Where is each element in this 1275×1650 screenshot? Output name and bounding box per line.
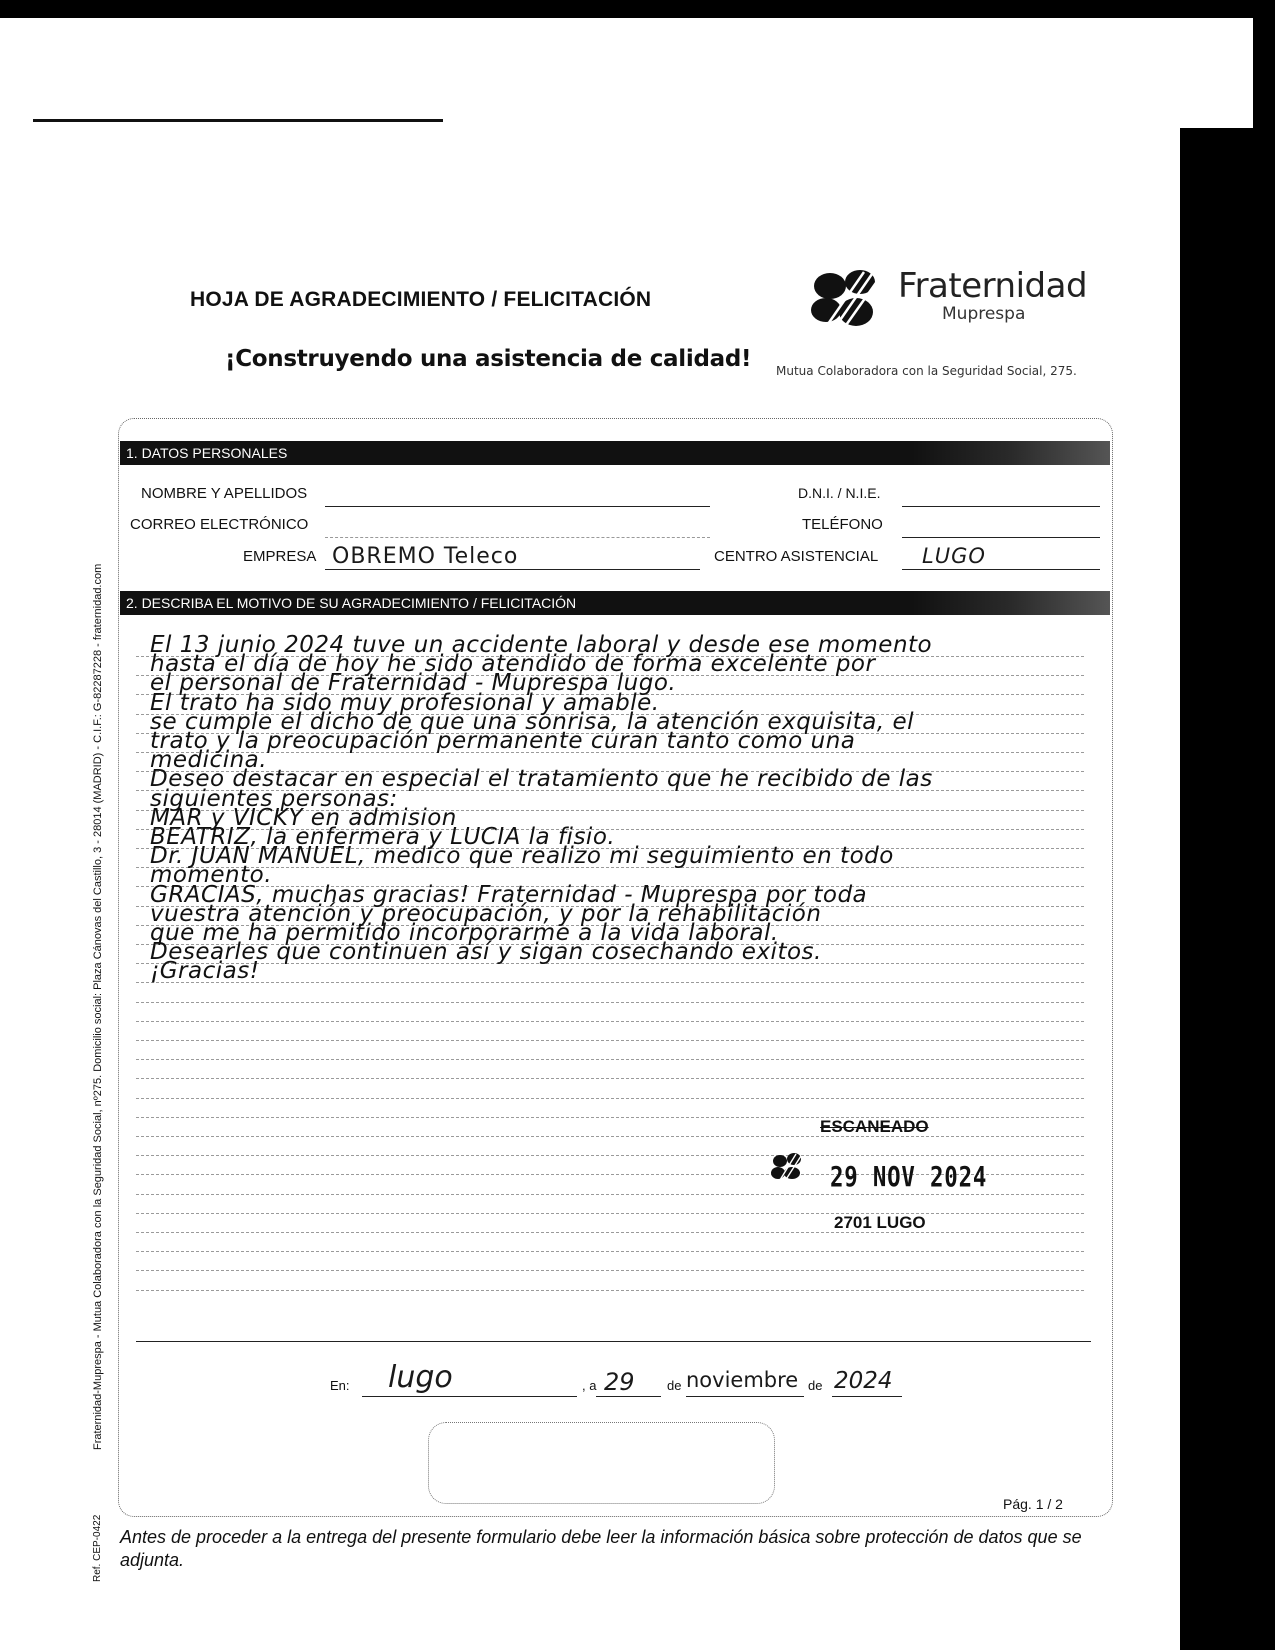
message-line: hasta el día de hoy he sido atendido de forma excelente por xyxy=(150,651,876,678)
phone-field[interactable] xyxy=(902,537,1100,538)
year-label: de xyxy=(808,1378,823,1393)
name-label: NOMBRE Y APELLIDOS xyxy=(141,485,308,502)
message-line: Desearles que continuen así y sigan cosechando exitos. xyxy=(150,939,822,966)
email-field[interactable] xyxy=(325,537,710,538)
ruled-line xyxy=(136,1040,1084,1041)
ruled-line xyxy=(136,1251,1084,1252)
day-label: , a xyxy=(582,1378,597,1393)
ruled-line xyxy=(136,982,1084,983)
company-field[interactable] xyxy=(325,569,700,570)
ruled-line xyxy=(136,1155,1084,1156)
ruled-line xyxy=(136,1021,1084,1022)
center-field[interactable] xyxy=(902,569,1100,570)
ruled-line xyxy=(136,1290,1084,1291)
side-reference: Ref. CEP-0422 xyxy=(92,1514,103,1582)
stamp-date: 29 NOV 2024 xyxy=(830,1160,988,1193)
side-legal-text: Fraternidad-Muprespa - Mutua Colaboradora con la Seguridad Social, nº275. Domicilio social: Plaza Cánovas del Castillo, 3 - 28014 (MADRID) - C.I.F.: G-82287228 - fraternidad.com xyxy=(92,563,104,1450)
stamp-scanned: ESCANEADO xyxy=(820,1117,929,1136)
scan-right-strip xyxy=(1253,0,1275,1650)
ruled-line xyxy=(136,1059,1084,1060)
message-end-line xyxy=(136,1341,1091,1342)
ruled-line xyxy=(136,1270,1084,1271)
page-number: Pág. 1 / 2 xyxy=(1003,1496,1063,1512)
section-2-heading: 2. DESCRIBA EL MOTIVO DE SU AGRADECIMIENTO / FELICITACIÓN xyxy=(120,591,1110,615)
stamp-logo-icon xyxy=(770,1152,806,1182)
message-line: GRACIAS, muchas gracias! Fraternidad - Muprespa por toda xyxy=(150,881,868,908)
center-value: LUGO xyxy=(922,544,986,568)
month-label: de xyxy=(667,1378,682,1393)
stamp-office: 2701 LUGO xyxy=(834,1213,926,1232)
day-field[interactable] xyxy=(596,1396,661,1397)
company-label: EMPRESA xyxy=(243,548,317,565)
month-field[interactable] xyxy=(686,1396,804,1397)
company-value: OBREMO Teleco xyxy=(332,544,519,569)
ruled-line xyxy=(136,1194,1084,1195)
footer-note: Antes de proceder a la entrega del presente formulario debe leer la información básica sobre protección de datos que se adjunta. xyxy=(120,1527,1082,1570)
brand-name: Fraternidad xyxy=(898,266,1088,306)
year-field[interactable] xyxy=(832,1396,902,1397)
fraternidad-logo-icon xyxy=(808,266,888,332)
form-title: HOJA DE AGRADECIMIENTO / FELICITACIÓN xyxy=(190,288,652,311)
message-line: que me ha permitido incorporarme a la vida laboral. xyxy=(150,920,779,946)
message-line: momento. xyxy=(150,862,273,889)
place-label: En: xyxy=(330,1378,350,1393)
ruled-line xyxy=(136,1232,1084,1233)
ruled-line xyxy=(136,1117,1084,1118)
ruled-line xyxy=(136,1213,1084,1214)
email-label: CORREO ELECTRÓNICO xyxy=(130,516,309,533)
phone-label: TELÉFONO xyxy=(802,516,883,533)
brand-subname: Muprespa xyxy=(942,304,1026,324)
form-subtitle: ¡Construyendo una asistencia de calidad! xyxy=(225,346,752,372)
message-line: El 13 junio 2024 tuve un accidente laboral y desde ese momento xyxy=(150,632,933,658)
ruled-line xyxy=(136,1098,1084,1099)
message-line: trato y la preocupación permanente curan tanto como una xyxy=(150,728,856,754)
section-1-heading: 1. DATOS PERSONALES xyxy=(120,441,1110,465)
message-line: Dr. JUAN MANUEL, medico que realizo mi seguimiento en todo xyxy=(150,843,894,870)
ruled-line xyxy=(136,1078,1084,1079)
message-line: medicina. xyxy=(150,747,268,774)
signature-box[interactable] xyxy=(428,1422,775,1504)
message-line: ¡Gracias! xyxy=(150,958,260,985)
day-value: 29 xyxy=(604,1368,635,1396)
place-field[interactable] xyxy=(362,1396,577,1397)
place-value: lugo xyxy=(388,1360,453,1395)
dni-field[interactable] xyxy=(902,506,1100,507)
name-field[interactable] xyxy=(325,506,710,507)
message-line: El trato ha sido muy profesional y amable. xyxy=(150,689,660,716)
ruled-line xyxy=(136,1002,1084,1003)
message-line: el personal de Fraternidad - Muprespa lugo. xyxy=(150,670,677,697)
message-line: MAR y VICKY en admision xyxy=(150,804,457,831)
scan-top-edge xyxy=(0,0,1275,18)
form-container xyxy=(118,418,1113,1517)
header-rule xyxy=(33,119,443,122)
message-line: se cumple el dicho de que una sonrisa, la atención exquisita, el xyxy=(150,708,915,735)
message-line: siguientes personas: xyxy=(150,785,398,812)
dni-label: D.N.I. / N.I.E. xyxy=(798,485,881,501)
year-value: 2024 xyxy=(834,1368,893,1394)
month-value: noviembre xyxy=(686,1368,799,1392)
mutua-line: Mutua Colaboradora con la Seguridad Social, 275. xyxy=(776,364,1077,378)
message-line: BEATRIZ, la enfermera y LUCIA la fisio. xyxy=(150,824,616,850)
message-line: vuestra atención y preocupación, y por la rehabilitación xyxy=(150,900,822,927)
message-line: Deseo destacar en especial el tratamiento que he recibido de las xyxy=(150,766,933,793)
center-label: CENTRO ASISTENCIAL xyxy=(714,548,879,565)
ruled-line xyxy=(136,1136,1084,1137)
